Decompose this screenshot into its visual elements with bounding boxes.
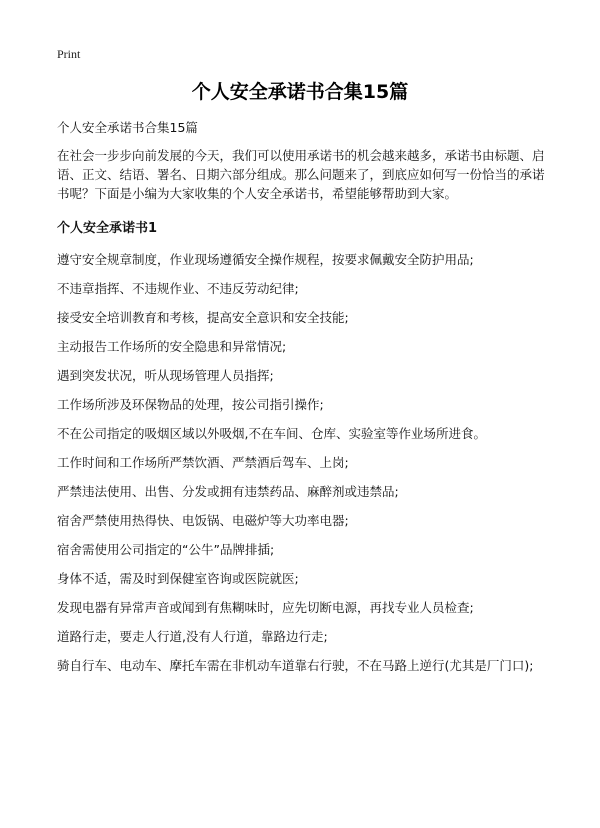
list-item: 接受安全培训教育和考核，提高安全意识和安全技能; [57, 310, 349, 325]
list-item: 遵守安全规章制度，作业现场遵循安全操作规程，按要求佩戴安全防护用品; [57, 252, 474, 267]
list-item: 严禁违法使用、出售、分发或拥有违禁药品、麻醉剂或违禁品; [57, 484, 399, 499]
list-item: 主动报告工作场所的安全隐患和异常情况; [57, 339, 287, 354]
list-item: 工作时间和工作场所严禁饮酒、严禁酒后驾车、上岗; [57, 455, 349, 470]
list-item: 宿舍需使用公司指定的“公牛”品牌排插; [57, 542, 275, 557]
page-title: 个人安全承诺书合集15篇 [191, 81, 409, 103]
list-item: 发现电器有异常声音或闻到有焦糊味时，应先切断电源，再找专业人员检查; [57, 600, 474, 615]
subtitle: 个人安全承诺书合集15篇 [57, 120, 198, 135]
document-body [57, 118, 553, 685]
list-item: 宿舍严禁使用热得快、电饭锅、电磁炉等大功率电器; [57, 513, 349, 528]
list-item: 不违章指挥、不违规作业、不违反劳动纪律; [57, 281, 299, 296]
list-item: 身体不适，需及时到保健室咨询或医院就医; [57, 571, 299, 586]
section-heading: 个人安全承诺书1 [57, 221, 158, 236]
list-item: 道路行走，要走人行道,没有人行道，靠路边行走; [57, 629, 328, 644]
print-label: Print [57, 47, 81, 61]
list-item: 遇到突发状况，听从现场管理人员指挥; [57, 368, 274, 383]
intro-paragraph: 在社会一步步向前发展的今天，我们可以使用承诺书的机会越来越多，承诺书由标题、启语、正文、结语、署名、日期六部分组成。那么问题来了，到底应如何写一份恰当的承诺书呢？下面是小编为大家收集的个人安全承诺书，希望能够帮助到大家。 [57, 148, 545, 201]
list-item: 不在公司指定的吸烟区域以外吸烟,不在车间、仓库、实验室等作业场所进食。 [57, 426, 486, 441]
list-item: 骑自行车、电动车、摩托车需在非机动车道靠右行驶，不在马路上逆行(尤其是厂门口); [57, 658, 534, 673]
list-item: 工作场所涉及环保物品的处理，按公司指引操作; [57, 397, 324, 412]
commitment-list [57, 250, 553, 675]
